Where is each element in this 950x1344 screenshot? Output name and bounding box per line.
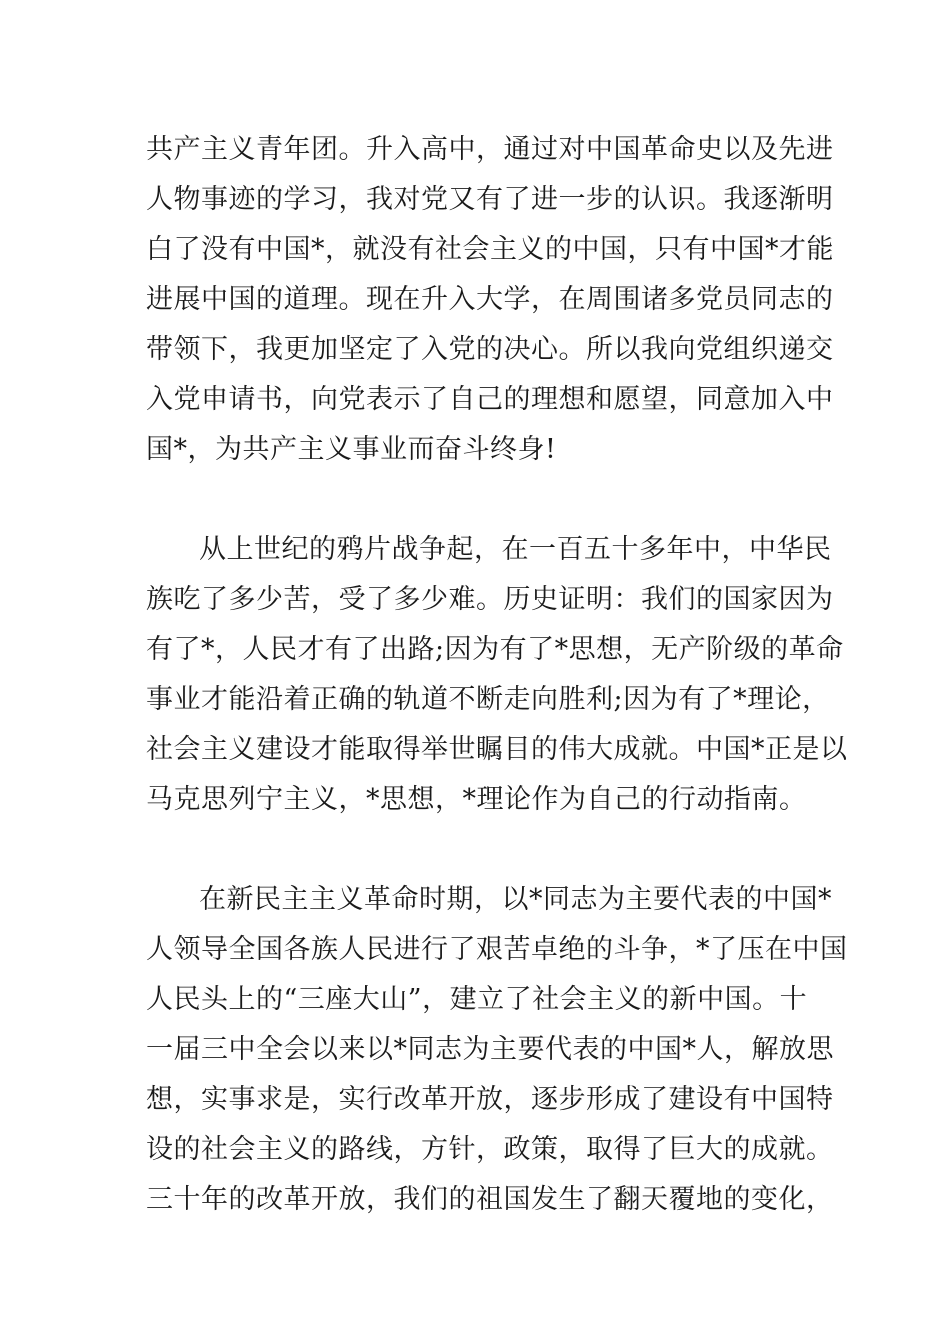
text-line: 国*，为共产主义事业而奋斗终身! [146, 434, 557, 465]
text-line: 在新民主主义革命时期，以*同志为主要代表的中国* [199, 884, 832, 915]
text-line: 人领导全国各族人民进行了艰苦卓绝的斗争，*了压在中国 [146, 934, 848, 965]
text-line: 进展中国的道理。现在升入大学，在周围诸多党员同志的 [146, 284, 834, 315]
text-line: 入党申请书，向党表示了自己的理想和愿望，同意加入中 [146, 384, 834, 415]
text-line: 三十年的改革开放，我们的祖国发生了翻天覆地的变化， [146, 1184, 834, 1215]
text-line: 从上世纪的鸦片战争起，在一百五十多年中，中华民 [199, 534, 832, 565]
text-line: 有了*，人民才有了出路;因为有了*思想，无产阶级的革命 [146, 634, 844, 665]
text-line: 白了没有中国*，就没有社会主义的中国，只有中国*才能 [146, 234, 834, 265]
text-line: 共产主义青年团。升入高中，通过对中国革命史以及先进 [146, 134, 834, 165]
text-line: 想，实事求是，实行改革开放，逐步形成了建设有中国特 [146, 1084, 834, 1115]
text-line: 设的社会主义的路线，方针，政策，取得了巨大的成就。 [146, 1134, 834, 1165]
text-line: 人民头上的“三座大山”，建立了社会主义的新中国。十 [146, 984, 808, 1015]
text-line: 人物事迹的学习，我对党又有了进一步的认识。我逐渐明 [146, 184, 834, 215]
text-line: 族吃了多少苦，受了多少难。历史证明：我们的国家因为 [146, 584, 834, 615]
text-line: 马克思列宁主义，*思想，*理论作为自己的行动指南。 [146, 784, 807, 815]
text-line: 社会主义建设才能取得举世瞩目的伟大成就。中国*正是以 [146, 734, 848, 765]
text-line: 一届三中全会以来以*同志为主要代表的中国*人，解放思 [146, 1034, 834, 1065]
text-line: 带领下，我更加坚定了入党的决心。所以我向党组织递交 [146, 334, 834, 365]
text-line: 事业才能沿着正确的轨道不断走向胜利;因为有了*理论， [146, 684, 830, 715]
